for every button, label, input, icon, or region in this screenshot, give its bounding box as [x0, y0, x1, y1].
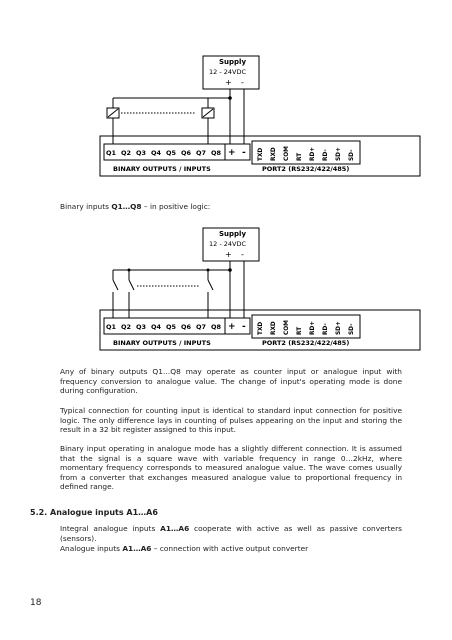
port-rd-minus-2: RD- — [323, 323, 329, 335]
terminal-q3-2: Q3 — [136, 323, 147, 331]
port-rt: RT — [297, 152, 303, 161]
port-rd-plus-2: RD+ — [310, 320, 316, 335]
terminal-minus: - — [242, 148, 246, 158]
supply-plus: + — [225, 78, 232, 87]
paragraph-counter-input: Any of binary outputs Q1…Q8 may operate as counter input or analogue input with frequency conversion to analogue value. The change of input's operating mode is done during configuration. — [60, 367, 402, 396]
terminal-q2-2: Q2 — [121, 323, 132, 331]
port2-terminal-block-2 — [252, 315, 360, 338]
supply-title-2: Supply — [219, 230, 247, 238]
paragraph-active-converter — [60, 544, 402, 554]
terminal-q8: Q8 — [211, 149, 222, 157]
supply-minus-2: - — [241, 250, 244, 259]
terminal-q7-2: Q7 — [196, 323, 207, 331]
switch-q2 — [129, 280, 134, 290]
terminal-q6: Q6 — [181, 149, 192, 157]
port-sd-minus: SD- — [349, 149, 355, 161]
terminal-q5: Q5 — [166, 149, 177, 157]
switch-q1 — [113, 280, 118, 290]
port-txd-2: TXD — [258, 321, 264, 335]
terminal-q8-2: Q8 — [211, 323, 222, 331]
supply-title: Supply — [219, 58, 247, 66]
port-rxd: RXD — [271, 147, 277, 161]
page-number: 18 — [30, 598, 42, 608]
port-rd-minus: RD- — [323, 149, 329, 161]
supply-voltage: 12 - 24VDC — [209, 68, 247, 76]
caption-bold: Q1…Q8 — [111, 202, 142, 211]
paragraph-analogue-mode: Binary input operating in analogue mode has a slightly different connection. It is assumed that the signal is a square wave with variable frequency in range 0…2kHz, where momentary frequency corresponds to measured analogue value. The wave comes usually from a converter that exchanges measured analogue value to proportional frequency in defined range. — [60, 444, 402, 492]
p4-suffix: cooperate with active as well as passive converters (sensors). — [60, 524, 402, 543]
port-com-2: COM — [284, 320, 290, 335]
terminal-q1-2: Q1 — [106, 323, 117, 331]
caption-suffix: – in positive logic: — [141, 202, 211, 211]
port-sd-minus-2: SD- — [349, 323, 355, 335]
terminal-q4-2: Q4 — [151, 323, 162, 331]
binary-inputs-caption — [60, 202, 402, 212]
binary-outputs-diagram — [0, 40, 452, 195]
paragraph-integral-inputs — [60, 524, 402, 543]
terminal-q1: Q1 — [106, 149, 117, 157]
port-label: PORT2 (RS232/422/485) — [262, 165, 350, 173]
supply-plus-2: + — [225, 250, 232, 259]
terminal-q4: Q4 — [151, 149, 162, 157]
p4-bold: A1…A6 — [160, 524, 190, 533]
binary-outputs-wiring-svg — [0, 40, 452, 195]
supply-voltage-2: 12 - 24VDC — [209, 240, 247, 248]
terminal-q2: Q2 — [121, 149, 132, 157]
port2-terminal-block — [252, 141, 360, 164]
caption-prefix: Binary inputs — [60, 202, 112, 211]
port-txd: TXD — [258, 147, 264, 161]
port-rd-plus: RD+ — [310, 146, 316, 161]
port-sd-plus-2: SD+ — [336, 321, 342, 335]
terminal-q6-2: Q6 — [181, 323, 192, 331]
terminal-minus-2: - — [242, 322, 246, 332]
switch-q8 — [208, 280, 213, 290]
port-rxd-2: RXD — [271, 321, 277, 335]
port-sd-plus: SD+ — [336, 147, 342, 161]
p5-prefix: Analogue inputs — [60, 544, 123, 553]
terminal-q7: Q7 — [196, 149, 207, 157]
p4-prefix: Integral analogue inputs — [60, 524, 161, 533]
port-com: COM — [284, 146, 290, 161]
binary-inputs-diagram — [0, 218, 452, 363]
group-label-2: BINARY OUTPUTS / INPUTS — [113, 339, 211, 347]
port-label-2: PORT2 (RS232/422/485) — [262, 339, 350, 347]
terminal-plus-2: + — [228, 322, 236, 332]
binary-inputs-wiring-svg — [0, 218, 452, 363]
paragraph-counting-connection: Typical connection for counting input is identical to standard input connection for positive logic. The only difference lays in counting of pulses appearing on the input and storing the result in a 32 bit register assigned to this input. — [60, 406, 402, 435]
p5-bold: A1…A6 — [122, 544, 152, 553]
supply-minus: - — [241, 78, 244, 87]
terminal-q3: Q3 — [136, 149, 147, 157]
group-label: BINARY OUTPUTS / INPUTS — [113, 165, 211, 173]
terminal-plus: + — [228, 148, 236, 158]
p5-suffix: – connection with active output converter — [151, 544, 309, 553]
section-heading: 5.2. Analogue inputs A1…A6 — [30, 508, 158, 517]
terminal-q5-2: Q5 — [166, 323, 177, 331]
port-rt-2: RT — [297, 326, 303, 335]
